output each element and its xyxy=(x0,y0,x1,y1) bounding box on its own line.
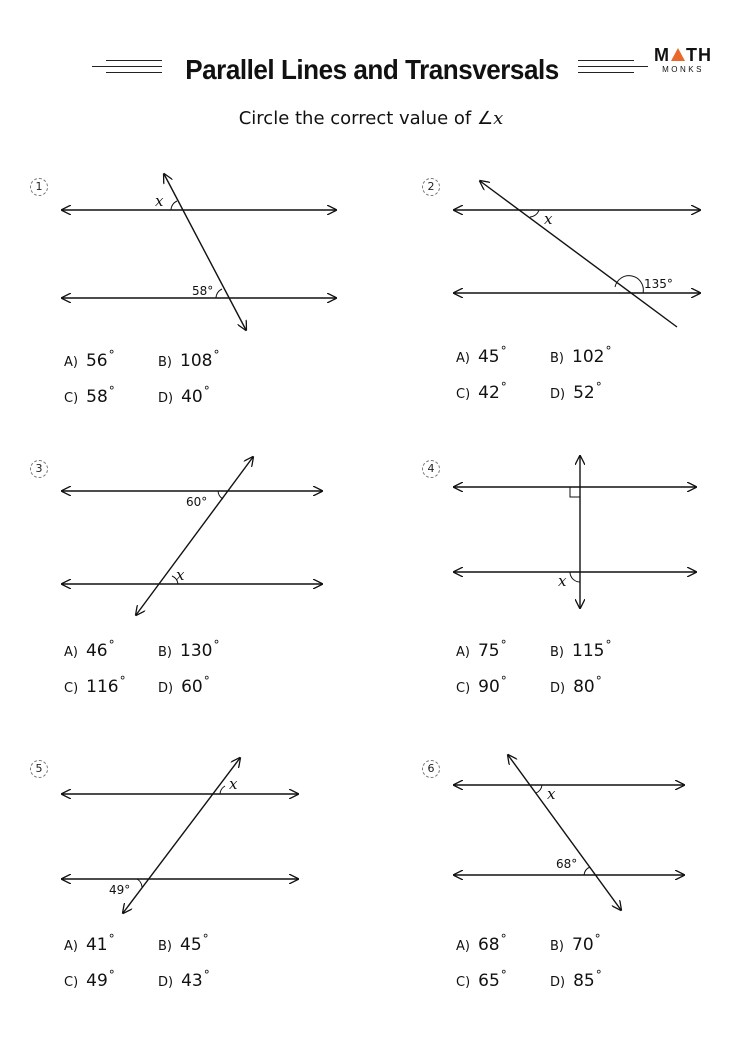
angle-symbol: ∠ xyxy=(476,108,494,129)
transversal xyxy=(480,181,677,327)
angle-arc-x xyxy=(171,201,177,210)
angle-arc-x xyxy=(220,786,225,794)
logo-triangle-icon xyxy=(671,48,685,61)
angle-arc-given xyxy=(584,867,590,875)
option-d[interactable]: D) 40° xyxy=(158,384,210,407)
problem-5 xyxy=(30,760,370,1020)
option-a[interactable]: A) 56° xyxy=(64,348,115,371)
unknown-angle-label: x xyxy=(544,210,553,228)
problem-number: 3 xyxy=(30,460,48,478)
title-rule-left xyxy=(92,60,162,82)
problem-3 xyxy=(30,460,370,720)
option-c[interactable]: C) 116° xyxy=(64,674,126,697)
option-d[interactable]: D) 85° xyxy=(550,968,602,991)
problem-4-diagram xyxy=(422,460,742,625)
option-b[interactable]: B) 130° xyxy=(158,638,220,661)
given-angle-label: 58° xyxy=(192,284,214,298)
transversal xyxy=(164,174,246,330)
instruction-variable: x xyxy=(493,108,504,129)
option-a[interactable]: A) 68° xyxy=(456,932,507,955)
option-d[interactable]: D) 80° xyxy=(550,674,602,697)
option-c[interactable]: C) 65° xyxy=(456,968,507,991)
unknown-angle-label: x xyxy=(229,775,238,793)
transversal xyxy=(123,758,240,913)
logo-subtitle: MONKS xyxy=(662,65,704,74)
problem-number: 4 xyxy=(422,460,440,478)
option-d[interactable]: D) 43° xyxy=(158,968,210,991)
given-angle-label: 49° xyxy=(109,883,131,897)
problem-4 xyxy=(422,460,742,720)
option-a[interactable]: A) 45° xyxy=(456,344,507,367)
option-b[interactable]: B) 102° xyxy=(550,344,612,367)
problem-number: 2 xyxy=(422,178,440,196)
problem-2-diagram xyxy=(422,178,742,343)
option-c[interactable]: C) 90° xyxy=(456,674,507,697)
worksheet-header xyxy=(0,44,742,96)
option-b[interactable]: B) 70° xyxy=(550,932,601,955)
right-angle-mark xyxy=(570,487,580,497)
problem-2 xyxy=(422,178,742,438)
logo-wordmark: M TH xyxy=(654,45,712,65)
math-monks-logo xyxy=(654,46,712,75)
angle-arc-given xyxy=(216,289,222,298)
unknown-angle-label: x xyxy=(176,566,185,584)
problem-6 xyxy=(422,760,742,1020)
option-a[interactable]: A) 46° xyxy=(64,638,115,661)
page-title: Parallel Lines and Transversals xyxy=(185,54,559,85)
problem-number: 6 xyxy=(422,760,440,778)
given-angle-label: 60° xyxy=(186,495,208,509)
problem-number: 1 xyxy=(30,178,48,196)
option-b[interactable]: B) 108° xyxy=(158,348,220,371)
option-a[interactable]: A) 75° xyxy=(456,638,507,661)
angle-arc-x xyxy=(530,210,539,217)
problem-number: 5 xyxy=(30,760,48,778)
transversal xyxy=(508,755,621,910)
option-b[interactable]: B) 45° xyxy=(158,932,209,955)
problem-1-diagram xyxy=(30,178,370,343)
angle-arc-given xyxy=(137,879,142,887)
option-d[interactable]: D) 60° xyxy=(158,674,210,697)
title-rule-right xyxy=(578,60,648,82)
option-a[interactable]: A) 41° xyxy=(64,932,115,955)
unknown-angle-label: x xyxy=(155,192,164,210)
instruction-text: Circle the correct value of xyxy=(238,108,477,129)
problem-6-diagram xyxy=(422,760,742,925)
angle-arc-x xyxy=(536,785,542,793)
option-d[interactable]: D) 52° xyxy=(550,380,602,403)
instruction xyxy=(0,108,742,129)
option-c[interactable]: C) 49° xyxy=(64,968,115,991)
problem-3-diagram xyxy=(30,460,350,625)
unknown-angle-label: x xyxy=(558,572,567,590)
unknown-angle-label: x xyxy=(547,785,556,803)
transversal xyxy=(136,457,253,615)
option-c[interactable]: C) 58° xyxy=(64,384,115,407)
problem-1 xyxy=(30,178,370,438)
problem-5-diagram xyxy=(30,760,350,925)
given-angle-label: 68° xyxy=(556,857,578,871)
option-b[interactable]: B) 115° xyxy=(550,638,612,661)
option-c[interactable]: C) 42° xyxy=(456,380,507,403)
given-angle-label: 135° xyxy=(644,277,673,291)
angle-arc-x xyxy=(570,572,580,582)
